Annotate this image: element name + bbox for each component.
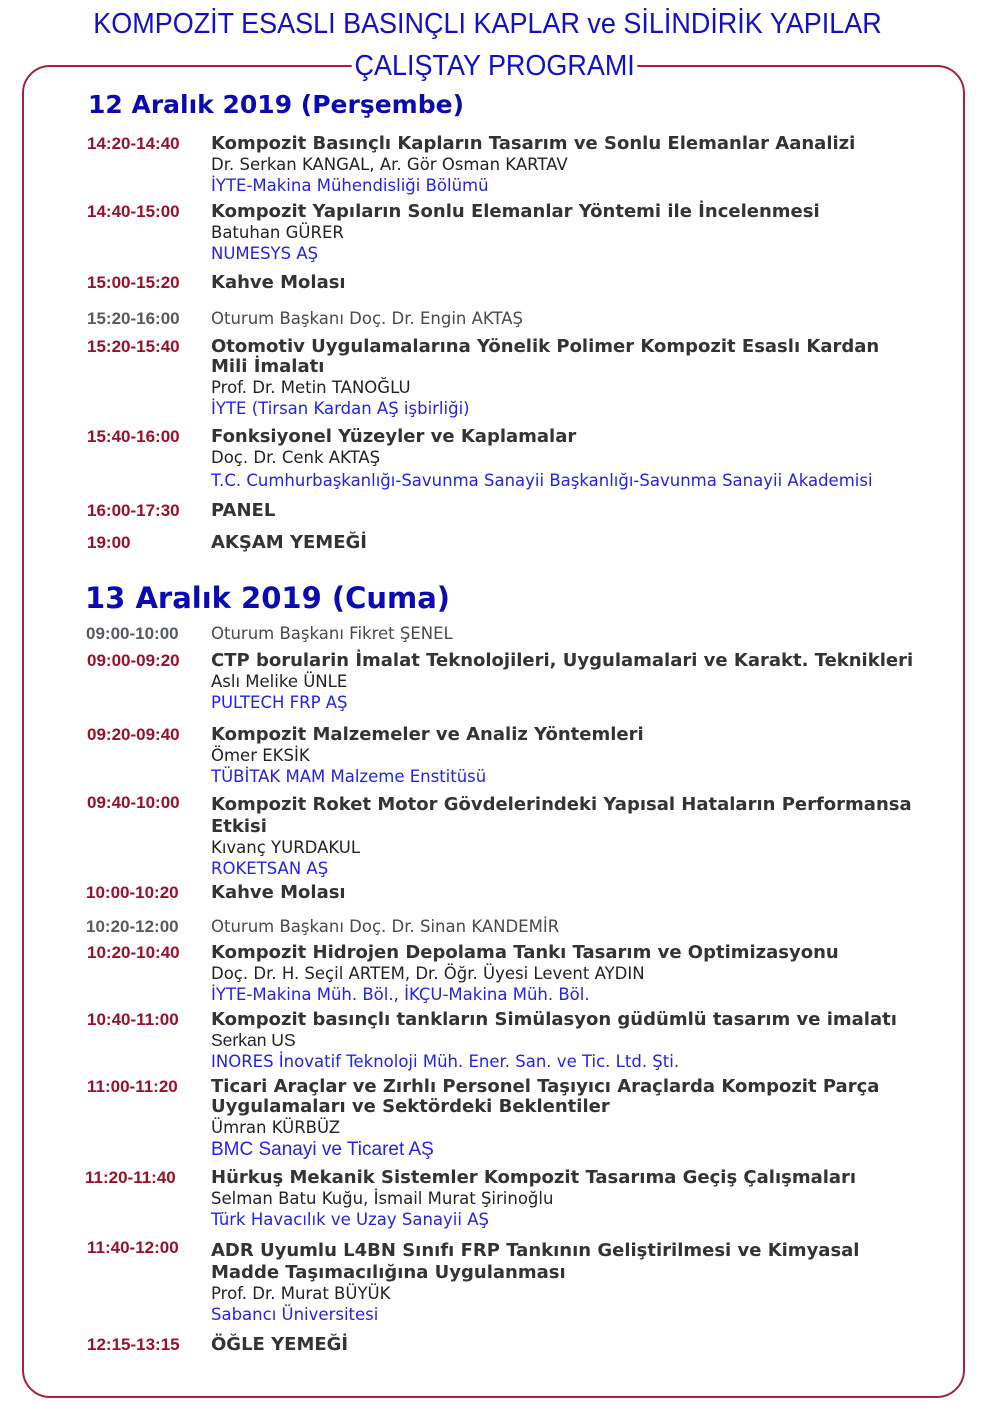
speaker: Doç. Dr. Cenk AKTAŞ [211, 448, 381, 467]
talk-title: Kompozit Malzemeler ve Analiz Yöntemleri [211, 724, 644, 745]
time-slot: 14:20-14:40 [87, 134, 180, 153]
speaker: Ümran KÜRBÜZ [211, 1118, 341, 1137]
time-slot: 16:00-17:30 [87, 501, 180, 520]
time-slot: 15:20-15:40 [87, 337, 180, 356]
speaker: Doç. Dr. H. Seçil ARTEM, Dr. Öğr. Üyesi Levent AYDIN [211, 964, 645, 983]
talk-title: ADR Uyumlu L4BN Sınıfı FRP Tankının Geliştirilmesi ve Kimyasal [211, 1240, 860, 1261]
time-slot: 10:20-10:40 [87, 943, 180, 962]
talk-title: Kompozit Hidrojen Depolama Tankı Tasarım ve Optimizasyonu [211, 942, 839, 963]
dinner-title: AKŞAM YEMEĞİ [211, 532, 367, 553]
time-slot: 15:20-16:00 [87, 309, 180, 328]
organization: ROKETSAN AŞ [211, 859, 329, 878]
time-slot: 11:00-11:20 [87, 1077, 178, 1096]
page-title: KOMPOZİT ESASLI BASINÇLI KAPLAR ve SİLİNDİRİK YAPILAR [93, 8, 882, 40]
time-slot: 11:20-11:40 [85, 1168, 176, 1187]
organization: İYTE (Tirsan Kardan AŞ işbirliği) [211, 399, 470, 418]
time-slot: 09:20-09:40 [87, 725, 180, 744]
speaker: Serkan US [211, 1030, 296, 1050]
speaker: Aslı Melike ÜNLE [211, 672, 348, 691]
session-chair: Oturum Başkanı Doç. Dr. Engin AKTAŞ [211, 309, 524, 328]
session-chair: Oturum Başkanı Fikret ŞENEL [211, 624, 453, 643]
speaker: Ömer EKSİK [211, 746, 310, 765]
talk-title: Otomotiv Uygulamalarına Yönelik Polimer Kompozit Esaslı Kardan [211, 336, 880, 357]
speaker: Selman Batu Kuğu, İsmail Murat Şirinoğlu [211, 1189, 554, 1208]
time-slot: 10:20-12:00 [86, 917, 179, 936]
talk-title: Kompozit Yapıların Sonlu Elemanlar Yöntemi ile İncelenmesi [211, 201, 820, 222]
organization: İYTE-Makina Mühendisliği Bölümü [211, 176, 489, 195]
time-slot: 15:40-16:00 [87, 427, 180, 446]
talk-title-continued: Etkisi [211, 816, 267, 837]
lunch-title: ÖĞLE YEMEĞİ [211, 1334, 349, 1355]
organization: Türk Havacılık ve Uzay Sanayii AŞ [211, 1210, 489, 1229]
time-slot: 09:00-10:00 [86, 624, 179, 643]
time-slot: 19:00 [87, 533, 131, 552]
page-subtitle [0, 50, 990, 83]
break-title: Kahve Molası [211, 882, 346, 903]
time-slot: 10:40-11:00 [87, 1010, 179, 1029]
time-slot: 15:00-15:20 [87, 273, 180, 292]
organization: İYTE-Makina Müh. Böl., İKÇU-Makina Müh. Böl. [211, 985, 590, 1004]
speaker: Batuhan GÜRER [211, 223, 344, 242]
organization: PULTECH FRP AŞ [211, 693, 348, 712]
organization: Sabancı Üniversitesi [211, 1305, 379, 1324]
time-slot: 09:00-09:20 [87, 651, 180, 670]
talk-title-continued: Uygulamaları ve Sektördeki Beklentiler [211, 1096, 610, 1117]
talk-title-continued: Madde Taşımacılığına Uygulanması [211, 1262, 566, 1283]
speaker: Dr. Serkan KANGAL, Ar. Gör Osman KARTAV [211, 155, 568, 174]
talk-title: Kompozit basınçlı tankların Simülasyon güdümlü tasarım ve imalatı [211, 1009, 897, 1030]
talk-title: Kompozit Roket Motor Gövdelerindeki Yapısal Hataların Performansa [211, 794, 912, 815]
speaker: Prof. Dr. Murat BÜYÜK [211, 1284, 391, 1303]
speaker: Kıvanç YURDAKUL [211, 838, 361, 857]
organization: INORES İnovatif Teknoloji Müh. Ener. San. ve Tic. Ltd. Şti. [211, 1052, 680, 1071]
time-slot: 14:40-15:00 [87, 202, 180, 221]
talk-title: Fonksiyonel Yüzeyler ve Kaplamalar [211, 426, 577, 447]
organization: T.C. Cumhurbaşkanlığı-Savunma Sanayii Başkanlığı-Savunma Sanayii Akademisi [211, 471, 873, 490]
talk-title: CTP borularin İmalat Teknolojileri, Uygulamalari ve Karakt. Teknikleri [211, 650, 914, 671]
break-title: Kahve Molası [211, 272, 346, 293]
organization: NUMESYS AŞ [211, 244, 319, 263]
organization: TÜBİTAK MAM Malzeme Enstitüsü [211, 767, 487, 786]
day-heading: 12 Aralık 2019 (Perşembe) [88, 90, 464, 119]
talk-title-continued: Mili İmalatı [211, 356, 325, 377]
speaker: Prof. Dr. Metin TANOĞLU [211, 378, 411, 397]
time-slot: 11:40-12:00 [87, 1238, 179, 1257]
organization: BMC Sanayi ve Ticaret AŞ [211, 1139, 434, 1160]
talk-title: Hürkuş Mekanik Sistemler Kompozit Tasarıma Geçiş Çalışmaları [211, 1167, 857, 1188]
talk-title: Ticari Araçlar ve Zırhlı Personel Taşıyıcı Araçlarda Kompozit Parça [211, 1076, 880, 1097]
subtitle-text: ÇALIŞTAY PROGRAMI [352, 50, 638, 83]
panel-title: PANEL [211, 500, 276, 521]
talk-title: Kompozit Basınçlı Kapların Tasarım ve Sonlu Elemanlar Aanalizi [211, 133, 856, 154]
day-heading: 13 Aralık 2019 (Cuma) [85, 581, 451, 615]
time-slot: 10:00-10:20 [86, 883, 179, 902]
session-chair: Oturum Başkanı Doç. Dr. Sinan KANDEMİR [211, 917, 560, 936]
time-slot: 12:15-13:15 [87, 1335, 180, 1354]
time-slot: 09:40-10:00 [87, 793, 180, 812]
